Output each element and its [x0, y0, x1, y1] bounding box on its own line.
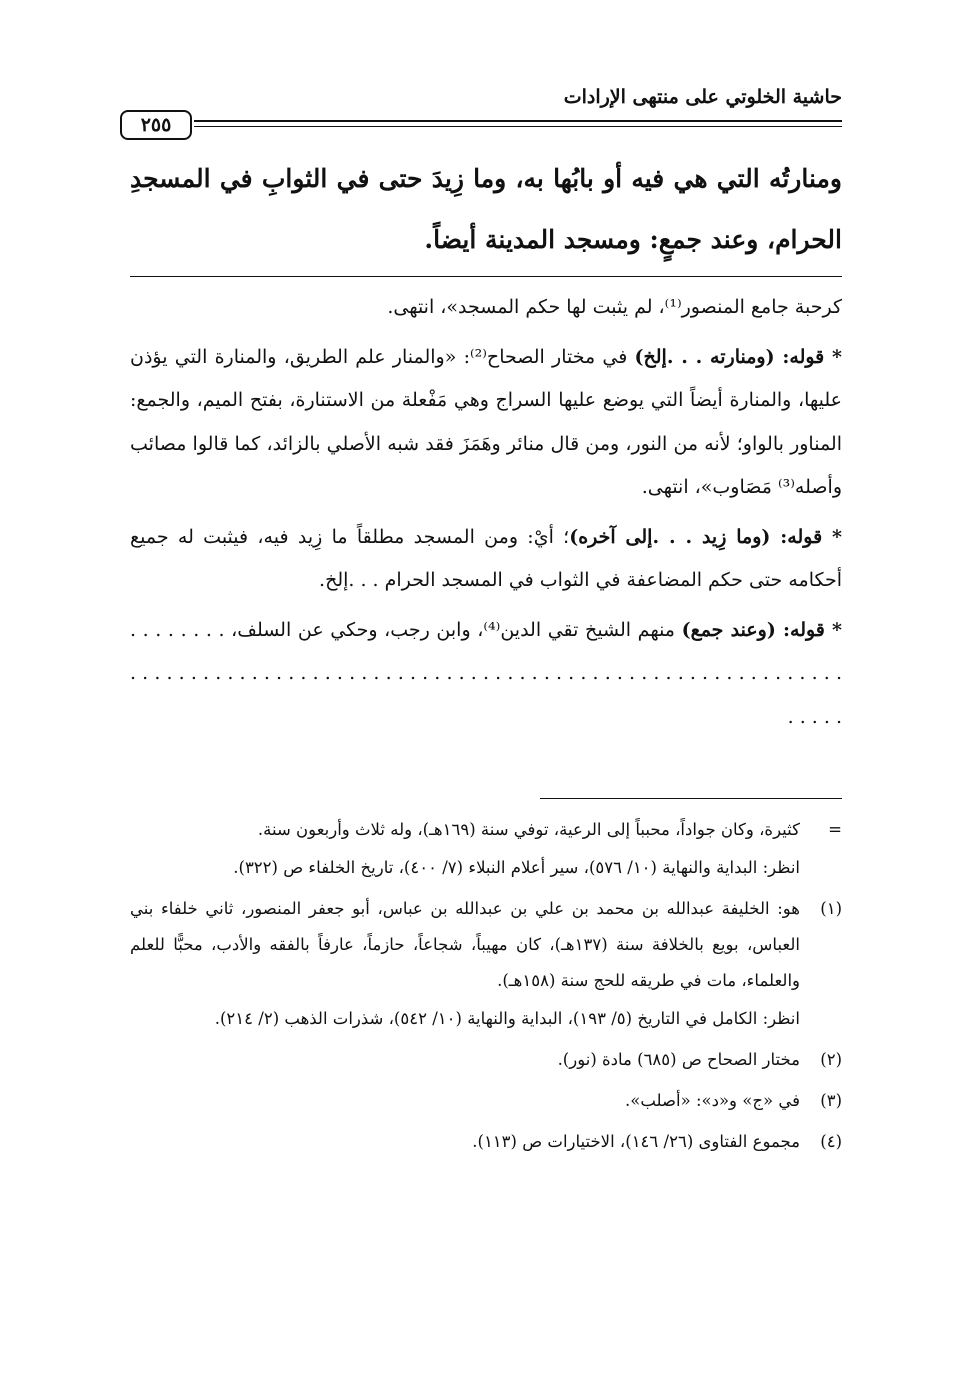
commentary-text: في مختار الصحاح⁽²⁾: «والمنار علم الطريق، والمنارة التي يؤذن عليها، والمنارة أيضاً التي يوضع عليها السراج وهي مَفْعلة من الاستنارة، بفتح الميم، والجمع: المناور بالواو؛ لأنه من النور، ومن قال منائر وهَمَزَ فقد شبه الأصلي بالزائد، كما قالوا مصائب وأصله⁽³⁾ مَصَاوب»، انتهى.	[130, 345, 842, 498]
footnote-4	[130, 1124, 842, 1160]
commentary-continuation: كرحبة جامع المنصور⁽¹⁾، لم يثبت لها حكم المسجد»، انتهى.	[387, 296, 842, 318]
footnote-3	[130, 1083, 842, 1119]
header-rule-thin	[194, 126, 842, 127]
footnote-mark: =	[828, 820, 842, 839]
footnote-text: مختار الصحاح ص (٦٨٥) مادة (نور).	[557, 1050, 800, 1069]
footnote-text: كثيرة، وكان جواداً، محبباً إلى الرعية، توفي سنة (١٦٩هـ)، وله ثلاث وأربعون سنة.	[257, 820, 800, 839]
main-text-divider	[130, 276, 842, 277]
footnote-text: انظر: البداية والنهاية (١٠/ ٥٧٦)، سير أعلام النبلاء (٧/ ٤٠٠)، تاريخ الخلفاء ص (٣٢٢).	[233, 858, 800, 877]
main-text: ومنارتُه التي هي فيه أو بابُها به، وما زِيدَ حتى في الثوابِ في المسجدِ الحرام، وعند جمعٍ: ومسجد المدينة أيضاً.	[130, 164, 842, 254]
header-title: حاشية الخلوتي على منتهى الإرادات	[563, 86, 842, 108]
footnote-mark: (٢)	[820, 1050, 842, 1069]
commentary-lead: * قوله: (وما زِيد . . .إلى آخره)	[569, 525, 842, 548]
footnote-mark: (٤)	[820, 1132, 842, 1151]
commentary-paragraph	[130, 609, 842, 728]
commentary-text: منهم الشيخ تقي الدين⁽⁴⁾، وابن رجب، وحكي عن السلف، . . . . . . . . . . . . . . . . . . . . . . . . . . . . . . . . . . . . . . . . . . . . . . . . . . . . . . . . . . . . . . . . . . . . . . . .	[130, 618, 842, 728]
footnote-body	[130, 812, 800, 886]
footnote-1	[130, 891, 842, 1037]
header-rule	[194, 120, 842, 122]
running-header	[120, 86, 842, 144]
page-number: ٢٥٥	[120, 110, 192, 140]
footnote-divider	[540, 798, 842, 799]
commentary-lead: * قوله: (وعند جمع)	[681, 618, 842, 641]
commentary-text: ؛ أيْ: ومن المسجد مطلقاً ما زِيد فيه، فيثبت له جميع أحكامه حتى حكم المضاعفة في الثواب في المسجد الحرام . . .إلخ.	[130, 525, 842, 591]
footnote-2	[130, 1042, 842, 1078]
footnote-body	[130, 1083, 800, 1119]
footnotes	[130, 812, 842, 1165]
footnote-text: في «ج» و«د»: «أصلب».	[625, 1091, 800, 1110]
footnote-text: انظر: الكامل في التاريخ (٥/ ١٩٣)، البداية والنهاية (١٠/ ٥٤٢)، شذرات الذهب (٢/ ٢١٤).	[214, 1009, 800, 1028]
footnote-continued	[130, 812, 842, 886]
commentary-paragraph	[130, 516, 842, 603]
commentary-lead: * قوله: (ومنارته . . .إلخ)	[634, 345, 842, 368]
footnote-text: مجموع الفتاوى (٢٦/ ١٤٦)، الاختيارات ص (١١٣).	[472, 1132, 800, 1151]
footnote-body	[130, 1042, 800, 1078]
footnote-text: هو: الخليفة عبدالله بن محمد بن علي بن عبدالله بن عباس، أبو جعفر المنصور، ثاني خلفاء بني العباس، بويع بالخلافة سنة (١٣٧هـ)، كان مهيباً، شجاعاً، حازماً، عارفاً بالفقه والأدب، محبًّا للعلم والعلماء، مات في طريقه للحج سنة (١٥٨هـ).	[130, 899, 800, 990]
footnote-mark: (١)	[820, 899, 842, 918]
footnote-body	[130, 891, 800, 1037]
footnote-mark: (٣)	[820, 1091, 842, 1110]
footnote-body	[130, 1124, 800, 1160]
commentary-paragraph	[130, 336, 842, 510]
commentary	[130, 286, 842, 728]
